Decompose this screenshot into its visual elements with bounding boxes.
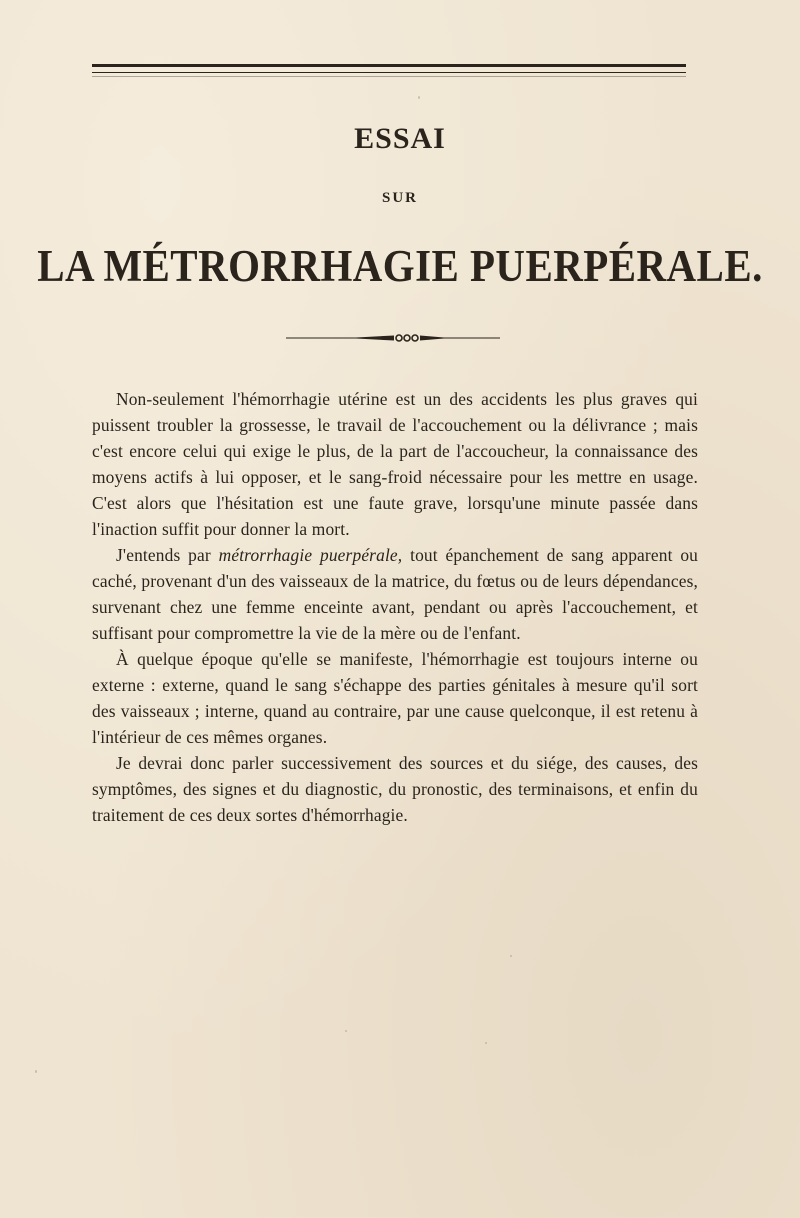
body-text — [92, 386, 698, 828]
paragraph-4: Je devrai donc parler successivement des sources et du siége, des causes, des symptômes, des signes et du diagnostic, du pronostic, des terminaisons, et enfin du traitement de ces deux sortes d'hémorrhagie. — [92, 753, 698, 825]
paragraph-2-lead: J'entends par — [116, 545, 211, 565]
main-title: LA MÉTRORRHAGIE PUERPÉRALE. — [37, 241, 763, 291]
paragraph-3: À quelque époque qu'elle se manifeste, l'hémorrhagie est toujours interne ou externe : externe, quand le sang s'échappe des parties génitales à mesure qu'il sort des vaisseaux ; interne, quand au contraire, par une cause quelconque, il est retenu à l'intérieur de ces mêmes organes. — [92, 649, 698, 747]
paragraph-2 — [92, 542, 698, 646]
paragraph-1: Non-seulement l'hémorrhagie utérine est un des accidents les plus graves qui puissent troubler la grossesse, le travail de l'accouchement ou la délivrance ; mais c'est encore celui qui exige le plus, de la part de l'accoucheur, la connaissance des moyens actifs à lui opposer, et le sang-froid nécessaire pour les mettre en usage. C'est alors que l'hésitation est une faute grave, lorsqu'une minute passée dans l'inaction suffit pour donner la mort. — [92, 389, 698, 539]
title-sur: SUR — [381, 190, 418, 206]
top-double-rule — [92, 64, 686, 73]
paper-speck — [485, 1042, 487, 1044]
paper-speck — [510, 955, 512, 957]
paper-speck — [418, 96, 420, 99]
paragraph-2-rest: tout épanchement de sang apparent ou caché, provenant d'un des vaisseaux de la matrice, du fœtus ou de leurs dépendances, survenant chez une femme enceinte avant, pendant ou après l'accouchement, et suffisant pour compromettre la vie de la mère ou de l'enfant. — [92, 545, 699, 643]
title-essai: ESSAI — [354, 122, 446, 155]
paper-speck — [35, 1070, 37, 1073]
ornament-divider-icon — [286, 332, 500, 344]
paragraph-2-term: métrorrhagie puerpérale, — [218, 545, 403, 565]
paper-speck — [345, 1030, 347, 1032]
